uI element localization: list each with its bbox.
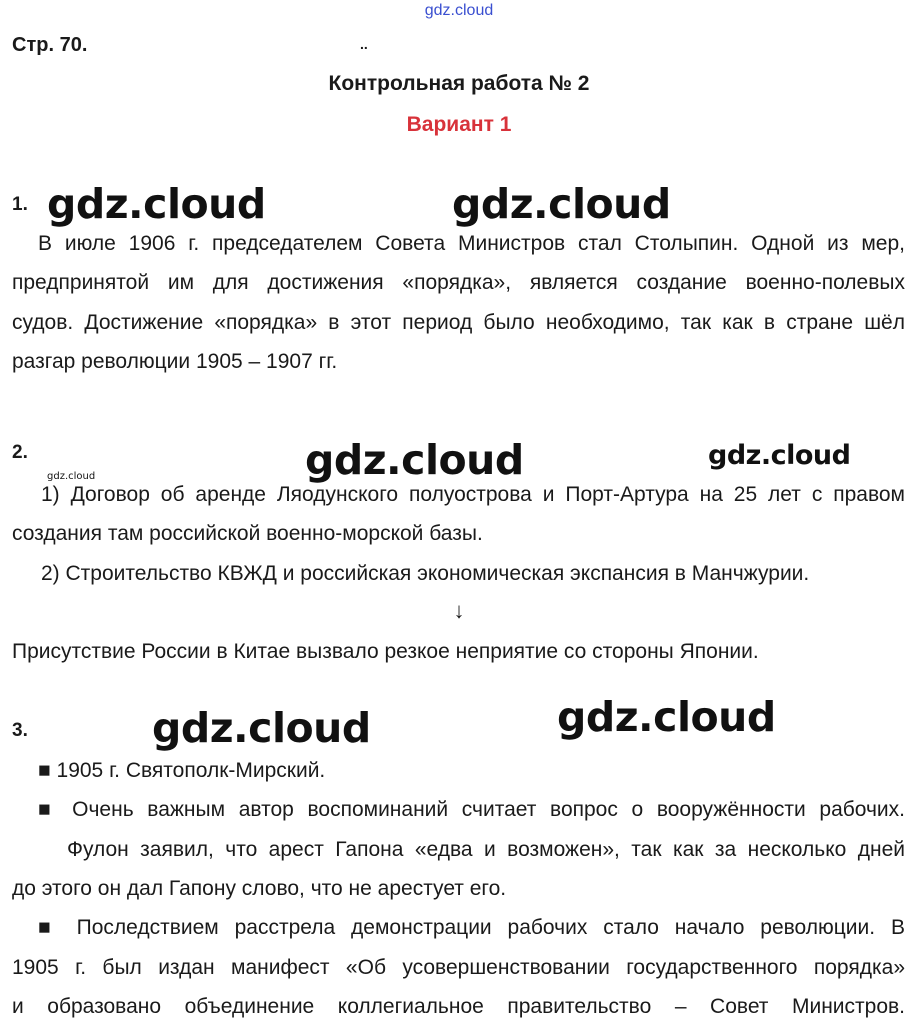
q1-line-1: В июле 1906 г. председателем Совета Министров стал Столыпин. Одной из мер, <box>38 232 905 255</box>
q1-line-2: предпринятой им для достижения «порядка», является создание военно-полевых <box>12 271 905 294</box>
q3-line-4: до этого он дал Гапону слово, что не арестует его. <box>12 877 507 900</box>
q3-line-5: ■ Последствием расстрела демонстрации рабочих стало начало революции. В <box>38 916 905 939</box>
down-arrow-icon: ↓ <box>453 598 465 623</box>
q3-line-2: ■ Очень важным автор воспоминаний считает вопрос о вооружённости рабочих. <box>38 798 905 821</box>
q2-line-2: создания там российской военно-морской базы. <box>12 522 483 545</box>
page-reference: Стр. 70. <box>12 34 88 56</box>
watermark: gdz.cloud <box>152 704 371 752</box>
watermark: gdz.cloud <box>452 180 671 228</box>
q2-line-3: 2) Строительство КВЖД и российская экономическая экспансия в Манчжурии. <box>41 562 810 585</box>
stray-dots: .. <box>360 36 368 52</box>
question-2-number: 2. <box>12 442 28 463</box>
watermark: gdz.cloud <box>557 693 776 741</box>
q3-line-6: 1905 г. был издан манифест «Об усовершенствовании государственного порядка» <box>12 956 905 979</box>
top-watermark: gdz.cloud <box>424 2 494 19</box>
q3-line-1: ■ 1905 г. Святополк-Мирский. <box>38 759 326 782</box>
watermark: gdz.cloud <box>708 440 851 471</box>
question-1-number: 1. <box>12 194 28 215</box>
q1-line-3: судов. Достижение «порядка» в этот период было необходимо, так как в стране шёл <box>12 311 905 334</box>
q3-line-7: и образовано объединение коллегиальное правительство – Совет Министров. <box>12 995 905 1018</box>
page-title: Контрольная работа № 2 <box>328 72 590 95</box>
watermark: gdz.cloud <box>47 180 266 228</box>
q3-line-3: Фулон заявил, что арест Гапона «едва и возможен», так как за несколько дней <box>67 838 905 861</box>
q1-line-4: разгар революции 1905 – 1907 гг. <box>12 350 338 373</box>
variant-label: Вариант 1 <box>406 113 512 136</box>
q2-conclusion: Присутствие России в Китае вызвало резкое неприятие со стороны Японии. <box>12 640 759 663</box>
watermark: gdz.cloud <box>305 436 524 484</box>
q2-line-1: 1) Договор об аренде Ляодунского полуострова и Порт-Артура на 25 лет с правом <box>41 483 905 506</box>
question-3-number: 3. <box>12 720 28 741</box>
watermark: gdz.cloud <box>47 471 96 482</box>
